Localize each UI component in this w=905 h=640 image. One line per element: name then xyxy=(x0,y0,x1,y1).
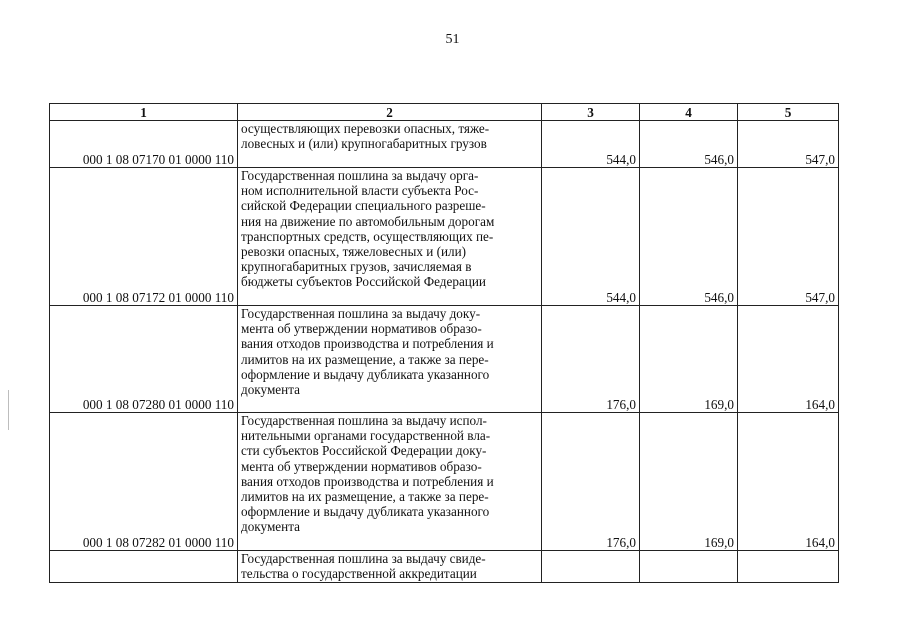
description-line: лимитов на их размещение, а также за пере- xyxy=(241,489,489,505)
description-cell xyxy=(238,413,542,551)
description-cell xyxy=(238,551,542,583)
budget-code: 000 1 08 07280 01 0000 110 xyxy=(50,306,238,413)
value-col-4: 546,0 xyxy=(640,121,738,168)
budget-table xyxy=(49,103,839,583)
description-line: вания отходов производства и потребления и xyxy=(241,473,494,489)
description-line: Государственная пошлина за выдачу свиде- xyxy=(241,551,486,566)
description-line: оформление и выдачу дубликата указанного xyxy=(241,504,490,520)
description-line: сийской Федерации специального разреше- xyxy=(241,198,486,214)
value-col-5: 164,0 xyxy=(738,413,839,551)
table-row xyxy=(50,306,839,413)
value-col-5 xyxy=(738,551,839,583)
value-col-5: 547,0 xyxy=(738,168,839,306)
value-col-3 xyxy=(542,551,640,583)
description-line: ловесных и (или) крупногабаритных грузов xyxy=(241,136,487,152)
description-line: мента об утверждении нормативов образо- xyxy=(241,321,482,337)
budget-code: 000 1 08 07172 01 0000 110 xyxy=(50,168,238,306)
description-line: крупногабаритных грузов, зачисляемая в xyxy=(241,259,472,275)
value-col-3: 544,0 xyxy=(542,121,640,168)
description-line: ния на движение по автомобильным дорогам xyxy=(241,213,495,229)
budget-code xyxy=(50,551,238,583)
description-line: сти субъектов Российской Федерации доку- xyxy=(241,443,487,459)
scan-artifact-line xyxy=(8,390,9,430)
column-header-3: 3 xyxy=(542,104,640,121)
value-col-3: 544,0 xyxy=(542,168,640,306)
description-line: лимитов на их размещение, а также за пере- xyxy=(241,351,489,367)
table-row xyxy=(50,168,839,306)
description-cell xyxy=(238,121,542,168)
table-row xyxy=(50,121,839,168)
description-line: осуществляющих перевозки опасных, тяже- xyxy=(241,121,490,136)
budget-code: 000 1 08 07282 01 0000 110 xyxy=(50,413,238,551)
value-col-3: 176,0 xyxy=(542,306,640,413)
description-cell xyxy=(238,168,542,306)
description-line: ном исполнительной власти субъекта Рос- xyxy=(241,183,479,199)
value-col-4 xyxy=(640,551,738,583)
value-col-5: 547,0 xyxy=(738,121,839,168)
budget-code: 000 1 08 07170 01 0000 110 xyxy=(50,121,238,168)
description-line: вания отходов производства и потребления и xyxy=(241,336,494,352)
description-line: тельства о государственной аккредитации xyxy=(241,566,477,582)
value-col-4: 169,0 xyxy=(640,413,738,551)
description-line: бюджеты субъектов Российской Федерации xyxy=(241,274,486,290)
table-row xyxy=(50,551,839,583)
value-col-5: 164,0 xyxy=(738,306,839,413)
description-line: документа xyxy=(241,382,300,398)
table-row xyxy=(50,413,839,551)
page-number: 51 xyxy=(445,32,460,47)
description-line: Государственная пошлина за выдачу доку- xyxy=(241,306,481,321)
description-line: документа xyxy=(241,519,300,535)
description-line: Государственная пошлина за выдачу орга- xyxy=(241,168,479,183)
description-line: оформление и выдачу дубликата указанного xyxy=(241,366,490,382)
description-line: ревозки опасных, тяжеловесных и (или) xyxy=(241,244,467,260)
description-cell xyxy=(238,306,542,413)
table-header-row xyxy=(50,104,839,121)
description-line: мента об утверждении нормативов образо- xyxy=(241,458,482,474)
value-col-3: 176,0 xyxy=(542,413,640,551)
value-col-4: 546,0 xyxy=(640,168,738,306)
value-col-4: 169,0 xyxy=(640,306,738,413)
column-header-1: 1 xyxy=(50,104,238,121)
description-line: транспортных средств, осуществляющих пе- xyxy=(241,228,494,244)
description-line: Государственная пошлина за выдачу испол- xyxy=(241,413,487,428)
column-header-4: 4 xyxy=(640,104,738,121)
description-line: нительными органами государственной вла- xyxy=(241,428,491,444)
column-header-5: 5 xyxy=(738,104,839,121)
column-header-2: 2 xyxy=(238,104,542,121)
